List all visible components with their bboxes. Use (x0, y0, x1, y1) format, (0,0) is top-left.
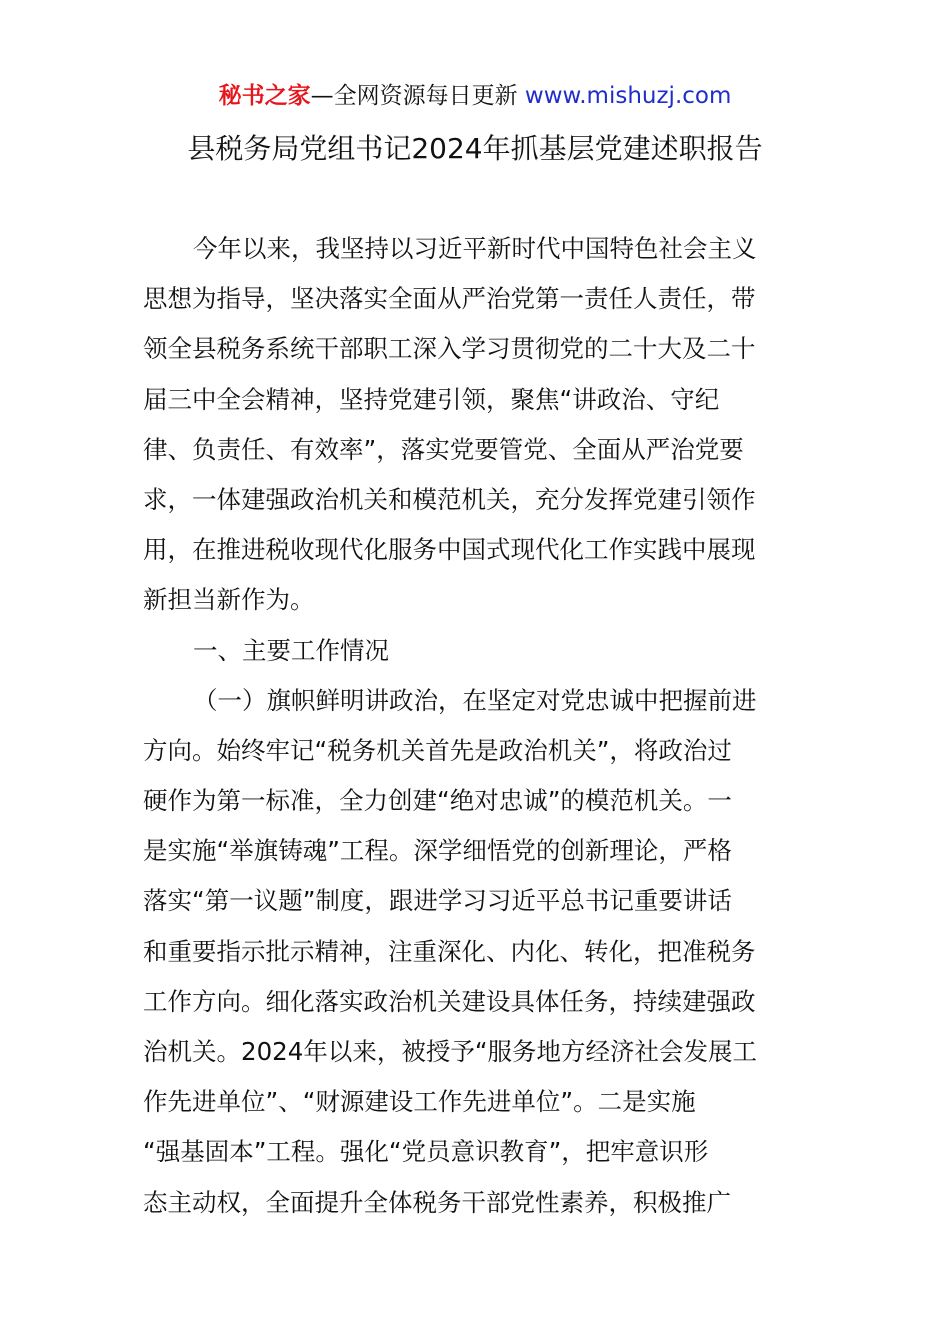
site-tagline: —全网资源每日更新 (310, 83, 518, 109)
paragraph-line: 律、负责任、有效率”，落实党要管党、全面从严治党要 (143, 434, 744, 464)
paragraph-line: 今年以来，我坚持以习近平新时代中国特色社会主义 (193, 234, 757, 263)
paragraph-line: 作先进单位”、“财源建设工作先进单位”。二是实施 (143, 1087, 696, 1117)
paragraph-line: 方向。始终牢记“税务机关首先是政治机关”，将政治过 (143, 735, 732, 765)
paragraph-line: 硬作为第一标准，全力创建“绝对忠诚”的模范机关。一 (143, 786, 732, 816)
paragraph-line: 治机关。2024年以来，被授予“服务地方经济社会发展工 (143, 1037, 758, 1066)
document-title: 县税务局党组书记2024年抓基层党建述职报告 (187, 132, 763, 165)
document-body (143, 224, 807, 1228)
paragraph-line: 新担当新作为。 (143, 585, 315, 615)
paragraph-line: 是实施“举旗铸魂”工程。深学细悟党的创新理论，严格 (143, 836, 732, 866)
paragraph-line: “强基固本”工程。强化“党员意识教育”，把牢意识形 (143, 1137, 709, 1167)
paragraph-line: 求，一体建强政治机关和模范机关，充分发挥党建引领作 (143, 484, 756, 514)
paragraph-line: 工作方向。细化落实政治机关建设具体任务，持续建强政 (143, 986, 756, 1016)
paragraph-line: 领全县税务系统干部职工深入学习贯彻党的二十大及二十 (143, 334, 756, 364)
paragraph-line: 和重要指示批示精神，注重深化、内化、转化，把准税务 (143, 936, 756, 966)
site-header (0, 80, 950, 112)
paragraph-line: 落实“第一议题”制度，跟进学习习近平总书记重要讲话 (143, 886, 732, 916)
site-url-link[interactable]: www.mishuzj.com (524, 83, 732, 109)
paragraph-line: 态主动权，全面提升全体税务干部党性素养，积极推广 (143, 1187, 731, 1217)
paragraph-line: 届三中全会精神，坚持党建引领，聚焦“讲政治、守纪 (143, 384, 720, 414)
paragraph-line: （一）旗帜鲜明讲政治，在坚定对党忠诚中把握前进 (193, 685, 757, 715)
paragraph-line: 用，在推进税收现代化服务中国式现代化工作实践中展现 (143, 535, 756, 565)
paragraph-line: 思想为指导，坚决落实全面从严治党第一责任人责任，带 (143, 284, 756, 314)
site-brand: 秘书之家 (218, 83, 311, 109)
section-heading: 一、主要工作情况 (193, 635, 389, 665)
